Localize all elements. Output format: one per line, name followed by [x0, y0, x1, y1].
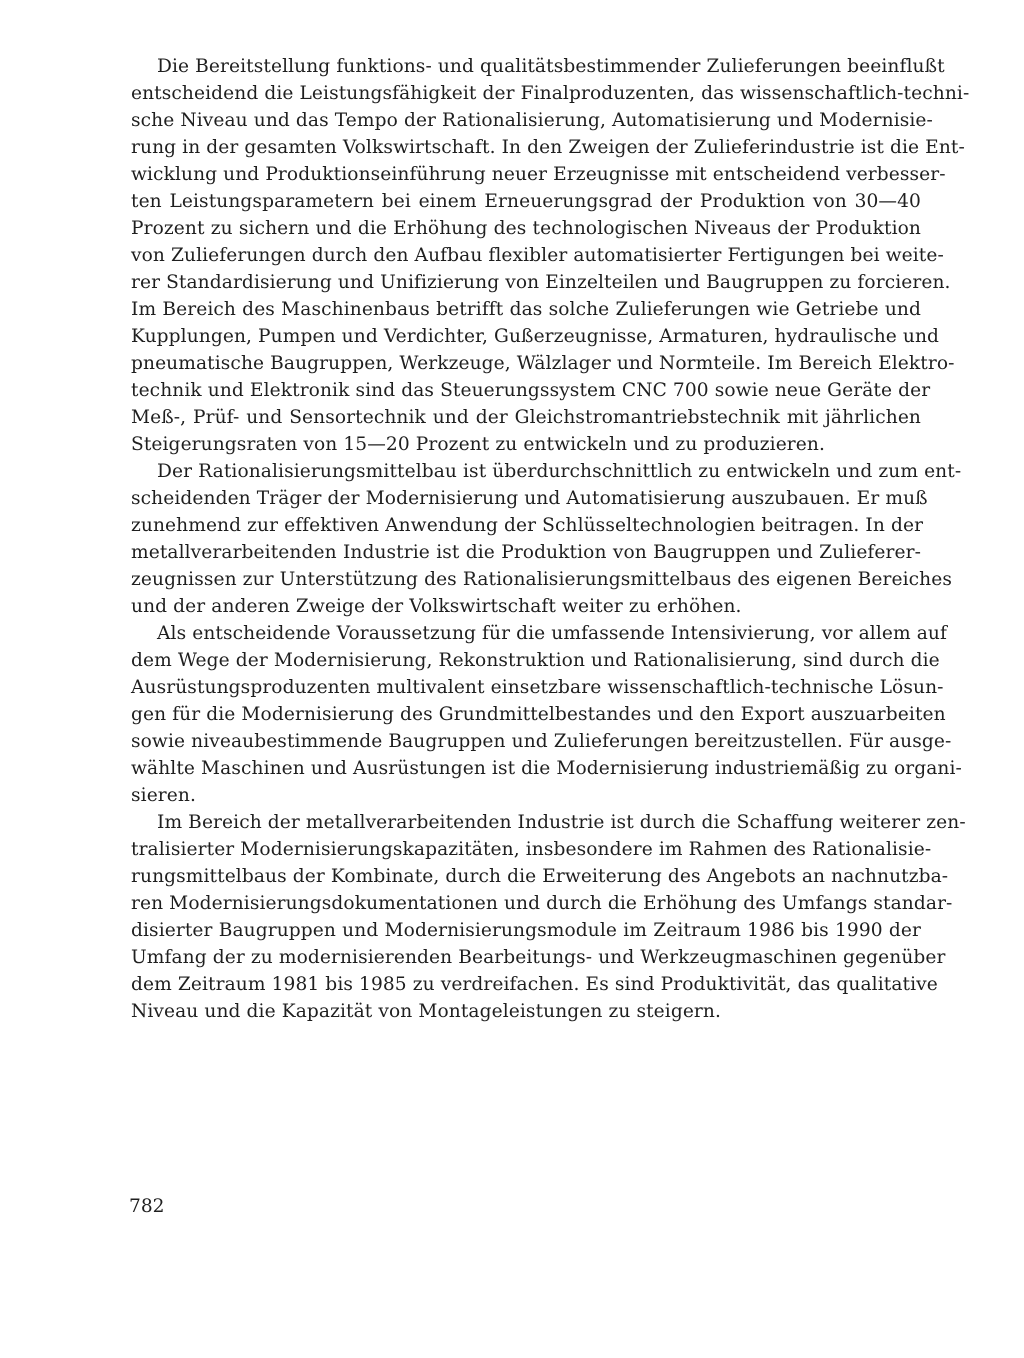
- text-line: entscheidend die Leistungsfähigkeit der Finalproduzenten, das wissenschaftlich-techni-: [131, 83, 970, 104]
- text-line: Die Bereitstellung funktions- und qualitätsbestimmender Zulieferungen beeinflußt: [157, 56, 945, 77]
- text-line: scheidenden Träger der Modernisierung und Automatisierung auszubauen. Er muß: [131, 488, 928, 509]
- text-line: Steigerungsraten von 15—20 Prozent zu entwickeln und zu produzieren.: [131, 434, 825, 455]
- text-line: Kupplungen, Pumpen und Verdichter, Gußerzeugnisse, Armaturen, hydraulische und: [131, 326, 940, 347]
- text-line: wicklung und Produktionseinführung neuer Erzeugnisse mit entscheidend verbesser-: [131, 164, 946, 185]
- text-line: rung in der gesamten Volkswirtschaft. In den Zweigen der Zulieferindustrie ist die Ent-: [131, 137, 965, 158]
- text-line: sieren.: [131, 785, 196, 806]
- text-line: Im Bereich der metallverarbeitenden Industrie ist durch die Schaffung weiterer zen-: [157, 812, 966, 833]
- text-line: von Zulieferungen durch den Aufbau flexibler automatisierter Fertigungen bei weite-: [131, 245, 944, 266]
- text-line: dem Wege der Modernisierung, Rekonstruktion und Rationalisierung, sind durch die: [131, 650, 940, 671]
- text-line: metallverarbeitenden Industrie ist die Produktion von Baugruppen und Zulieferer-: [131, 542, 921, 563]
- paragraph-3: [131, 620, 962, 809]
- text-line: Meß-, Prüf- und Sensortechnik und der Gleichstromantriebstechnik mit jährlichen: [131, 407, 921, 428]
- paragraph-4: [131, 809, 966, 1025]
- text-line: Niveau und die Kapazität von Montageleistungen zu steigern.: [131, 1001, 722, 1022]
- text-line: Als entscheidende Voraussetzung für die umfassende Intensivierung, vor allem auf: [157, 623, 947, 644]
- text-line: Ausrüstungsproduzenten multivalent einsetzbare wissenschaftlich-technische Lösun-: [131, 677, 944, 698]
- text-line: Im Bereich des Maschinenbaus betrifft das solche Zulieferungen wie Getriebe und: [131, 299, 921, 320]
- text-line: Der Rationalisierungsmittelbau ist überdurchschnittlich zu entwickeln und zum ent-: [157, 461, 962, 482]
- paragraph-2: [131, 458, 962, 620]
- page-number: 782: [129, 1196, 165, 1217]
- text-line: ren Modernisierungsdokumentationen und durch die Erhöhung des Umfangs standar-: [131, 893, 953, 914]
- text-line: sowie niveaubestimmende Baugruppen und Zulieferungen bereitzustellen. Für ausge-: [131, 731, 952, 752]
- paragraph-1: [131, 53, 970, 458]
- body-text: [131, 53, 970, 1025]
- text-line: sche Niveau und das Tempo der Rationalisierung, Automatisierung und Modernisie-: [131, 110, 933, 131]
- text-line: pneumatische Baugruppen, Werkzeuge, Wälzlager und Normteile. Im Bereich Elektro-: [131, 353, 955, 374]
- text-line: Umfang der zu modernisierenden Bearbeitungs- und Werkzeugmaschinen gegenüber: [131, 947, 946, 968]
- text-line: dem Zeitraum 1981 bis 1985 zu verdreifachen. Es sind Produktivität, das qualitative: [131, 974, 938, 995]
- text-line: technik und Elektronik sind das Steuerungssystem CNC 700 sowie neue Geräte der: [131, 380, 931, 401]
- text-line: zunehmend zur effektiven Anwendung der Schlüsseltechnologien beitragen. In der: [131, 515, 924, 536]
- text-line: rer Standardisierung und Unifizierung von Einzelteilen und Baugruppen zu forcieren.: [131, 272, 951, 293]
- text-line: Prozent zu sichern und die Erhöhung des technologischen Niveaus der Produktion: [131, 218, 921, 239]
- text-line: und der anderen Zweige der Volkswirtschaft weiter zu erhöhen.: [131, 596, 742, 617]
- text-line: wählte Maschinen und Ausrüstungen ist die Modernisierung industriemäßig zu organi-: [131, 758, 962, 779]
- text-line: disierter Baugruppen und Modernisierungsmodule im Zeitraum 1986 bis 1990 der: [131, 920, 921, 941]
- text-line: tralisierter Modernisierungskapazitäten, insbesondere im Rahmen des Rationalisie-: [131, 839, 932, 860]
- text-line: ten Leistungsparametern bei einem Erneuerungsgrad der Produktion von 30—40: [131, 191, 921, 212]
- text-line: zeugnissen zur Unterstützung des Rationalisierungsmittelbaus des eigenen Bereiches: [131, 569, 952, 590]
- text-line: rungsmittelbaus der Kombinate, durch die Erweiterung des Angebots an nachnutzba-: [131, 866, 949, 887]
- text-line: gen für die Modernisierung des Grundmittelbestandes und den Export auszuarbeiten: [131, 704, 946, 725]
